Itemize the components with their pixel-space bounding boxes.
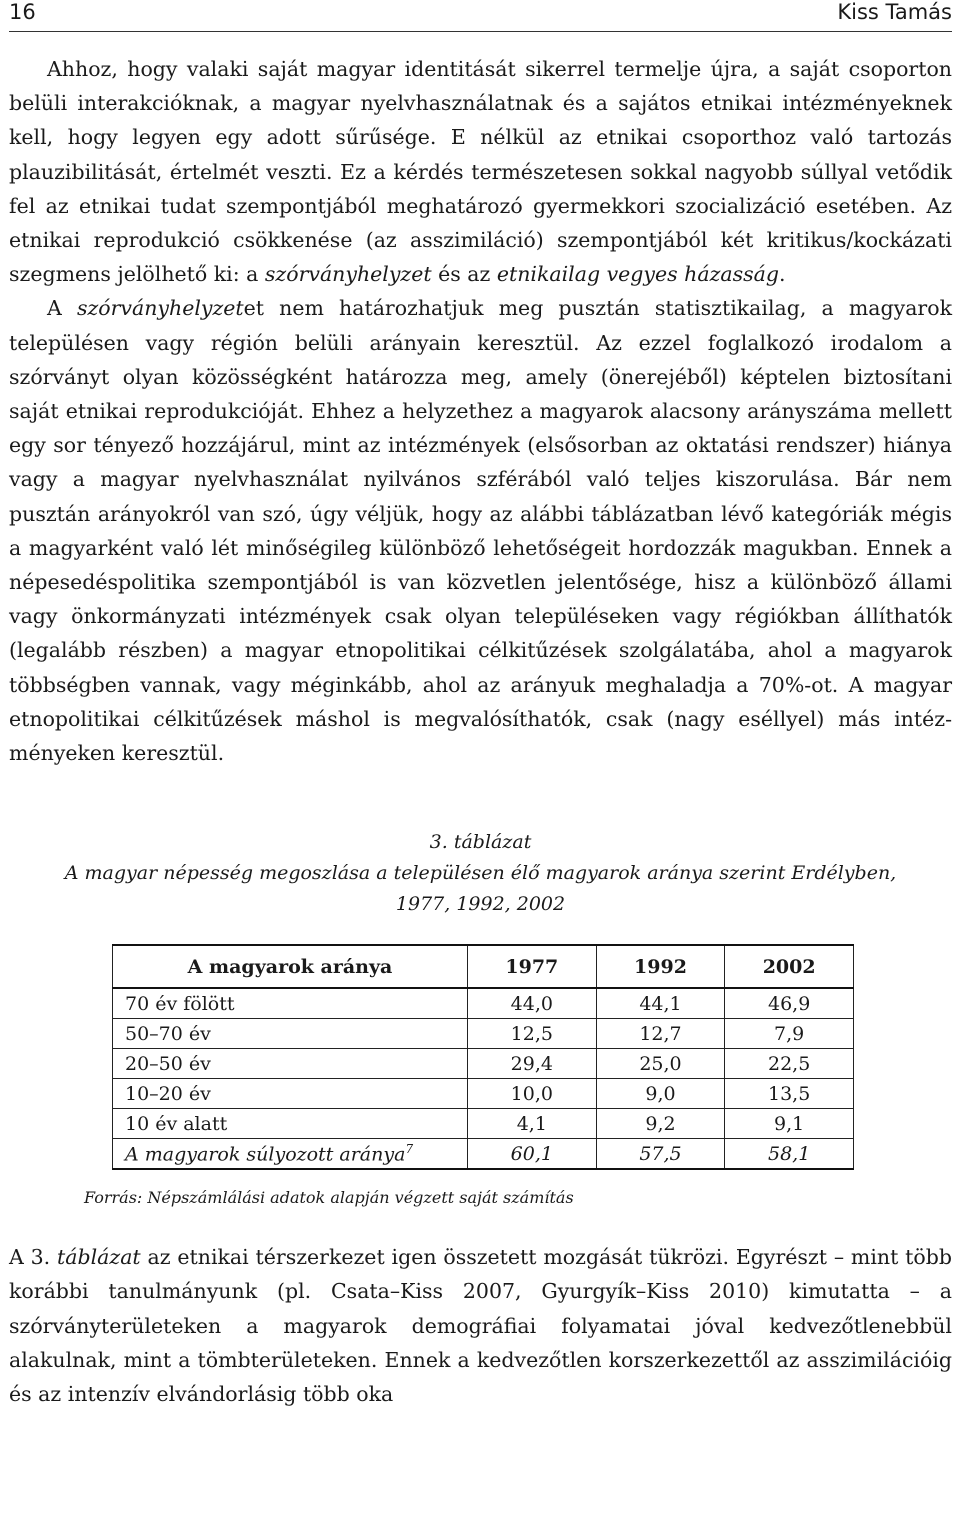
table-cell: 9,1 [725,1109,854,1139]
table-title-years: 1977, 1992, 2002 [395,893,566,916]
table-cell: 57,5 [596,1139,725,1170]
column-header: 2002 [725,945,854,988]
table-cell: 4,1 [468,1109,597,1139]
emphasis-term: szórványhelyzet [76,296,244,321]
table-row [113,1019,854,1049]
paragraph-text: Ahhoz, hogy valaki saját magyar identitását sikerrel termelje újra, a saját csoporton belüli interakcióknak, a magyar nyelvhasználatnak és a sajátos etnikai intézményeknek kell, hogy legyen egy adott sűrűsége. E nélkül az etnikai csoporthoz való tartozás plauzibilitását, értelmét veszti. Ez a kérdés természetesen sokkal nagyobb súllyal vetődik fel az etnikai tudat szempontjából meghatározó gyermekkori szocializáció esetében. Az etnikai reprodukció csökkenése (az asszimiláció) szempontjából két kritikus/kockázati szegmens jelölhető ki: a [9,57,952,287]
row-label [113,1139,468,1170]
paragraph-text: az etnikai térszerkezet igen összetett mozgását tükrözi. Egyrészt – mint több korábbi tanulmányunk (pl. Csata–Kiss 2007, Gyurgyík–Kiss 2010) kimutatta – a szórványterületeken a magyarok demográfiai folyamatai jóval kedvezőtlenebbül alakulnak, mint a tömbterületeken. Ennek a kedvezőtlen korszerkezettől az asszimilációig és az intenzív elvándorlásig több oka [9,1245,952,1407]
table-number: 3. táblázat [429,831,532,854]
row-label: 50–70 év [113,1019,468,1049]
table-cell: 44,1 [596,988,725,1019]
table-row [113,1079,854,1109]
table-cell: 12,5 [468,1019,597,1049]
table-cell: 7,9 [725,1019,854,1049]
data-table [112,944,854,1170]
column-header: 1977 [468,945,597,988]
row-label: 10 év alatt [113,1109,468,1139]
running-header [9,0,952,32]
row-label: 70 év fölött [113,988,468,1019]
row-label: 20–50 év [113,1049,468,1079]
table-cell: 10,0 [468,1079,597,1109]
weighted-row-label: A magyarok súlyozott aránya [125,1143,406,1166]
table-cell: 25,0 [596,1049,725,1079]
paragraph-text: A [47,296,77,321]
emphasis-term: etnikailag vegyes házasság [496,262,780,287]
footnote-marker: 7 [405,1142,414,1157]
row-label: 10–20 év [113,1079,468,1109]
paragraph-text: és az [431,262,497,287]
emphasis-term: táblázat [57,1245,141,1270]
table-cell: 12,7 [596,1019,725,1049]
weighted-share-row [113,1139,854,1170]
page-number: 16 [9,0,36,24]
running-head-author: Kiss Tamás [837,0,952,24]
table-cell: 22,5 [725,1049,854,1079]
column-header: 1992 [596,945,725,988]
table-cell: 44,0 [468,988,597,1019]
paragraph-text: et nem határozhatjuk meg pusztán statisztikailag, a magyarok településen vagy régión belüli arányain keresztül. Az ezzel foglalkozó irodalom a szórványt olyan közösségként határozza meg, amely (önerejéből) képtelen biztosítani saját etnikai reprodukcióját. Ehhez a helyzethez a magyarok alacsony arányszáma mellett egy sor tényező hozzájárul, mint az intézmények (elsősorban az oktatási rendszer) hiánya vagy a magyar nyelvhasználat nyilvános szférából való teljes kiszorulása. Bár nem pusztán arányokról van szó, úgy véljük, hogy az alábbi táblázatban lévő kategóriák mégis a magyarként való lét minőségileg különböző lehetőségeit hordozzák magukban. Ennek a népesedéspolitika szempontjából is van közvetlen jelentősége, hisz a különböző állami vagy önkormányzati intézmények csak olyan településeken vagy régiókban állíthatók (legalább részben) a magyar etnopolitikai célkitűzések szolgálatába, ahol a magyarok többségben vannak, vagy méginkább, ahol az arányuk meghaladja a 70%-ot. A magyar etnopolitikai célkitűzések máshol is megvalósíthatók, csak (nagy eséllyel) más intézményeken keresztül. [9,296,952,766]
emphasis-term: szórványhelyzet [264,262,432,287]
table-cell: 60,1 [468,1139,597,1170]
table-cell: 9,2 [596,1109,725,1139]
table-title: A magyar népesség megoszlása a településen élő magyarok aránya szerint Erdélyben, [64,862,897,885]
table-cell: 9,0 [596,1079,725,1109]
table-cell: 58,1 [725,1139,854,1170]
table-cell: 46,9 [725,988,854,1019]
table-source-note: Forrás: Népszámlálási adatok alapján végzett saját számítás [84,1188,574,1208]
table-header-row [113,945,854,988]
body-paragraph-1 [9,52,952,291]
table-cell: 29,4 [468,1049,597,1079]
table-cell: 13,5 [725,1079,854,1109]
body-paragraph-2 [9,291,952,770]
paragraph-text: . [779,262,786,287]
column-header: A magyarok aránya [113,945,468,988]
table-row [113,1109,854,1139]
paragraph-text: A 3. [9,1245,58,1270]
table-row [113,1049,854,1079]
table-row [113,988,854,1019]
body-paragraph-3 [9,1240,952,1411]
